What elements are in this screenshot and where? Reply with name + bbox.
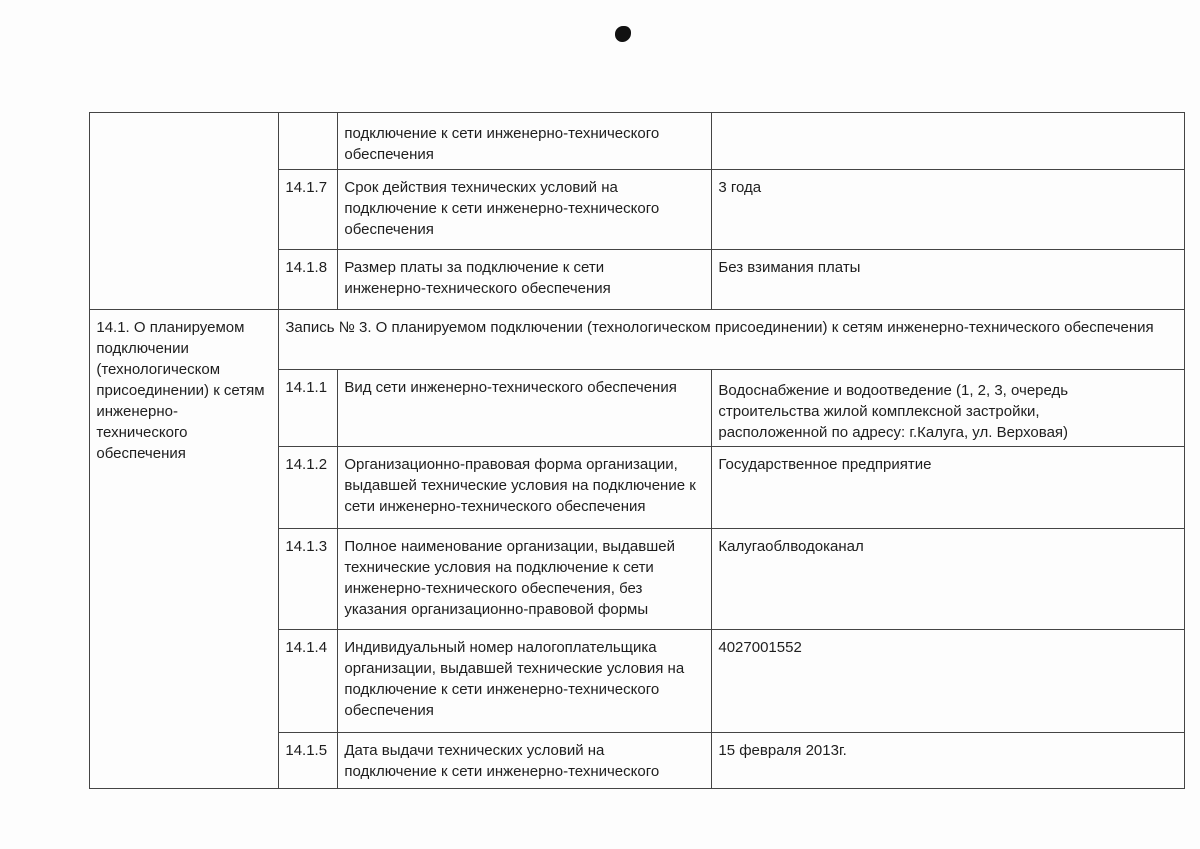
row-number [278, 112, 338, 170]
section-b-title: 14.1. О планируемом подключении (технологическом присоединении) к сетям инженерно-технического обеспечения [89, 309, 279, 789]
row-value: Водоснабжение и водоотведение (1, 2, 3, очередь строительства жилой комплексной застройки, расположенной по адресу: г.Калуга, ул. Верховая) [711, 369, 1185, 447]
row-number: 14.1.1 [278, 369, 338, 447]
row-label: Вид сети инженерно-технического обеспечения [337, 369, 712, 447]
row-value: Калугаоблводоканал [711, 528, 1185, 630]
row-number: 14.1.3 [278, 528, 338, 630]
row-label: Индивидуальный номер налогоплательщика организации, выдавшей технические условия на подключение к сети инженерно-технического обеспечения [337, 629, 712, 733]
row-number: 14.1.7 [278, 169, 338, 250]
row-number: 14.1.2 [278, 446, 338, 529]
row-value [711, 112, 1185, 170]
row-value: 4027001552 [711, 629, 1185, 733]
row-label: Дата выдачи технических условий на подключение к сети инженерно-технического [337, 732, 712, 789]
row-label: Организационно-правовая форма организации, выдавшей технические условия на подключение к сети инженерно-технического обеспечения [337, 446, 712, 529]
record-header: Запись № 3. О планируемом подключении (технологическом присоединении) к сетям инженерно-технического обеспечения [278, 309, 1185, 370]
row-value: Без взимания платы [711, 249, 1185, 310]
row-number: 14.1.5 [278, 732, 338, 789]
row-label: Полное наименование организации, выдавшей технические условия на подключение к сети инженерно-технического обеспечения, без указания организационно-правовой формы [337, 528, 712, 630]
row-value: 15 февраля 2013г. [711, 732, 1185, 789]
row-label: Размер платы за подключение к сети инженерно-технического обеспечения [337, 249, 712, 310]
row-number: 14.1.8 [278, 249, 338, 310]
row-number: 14.1.4 [278, 629, 338, 733]
row-label: подключение к сети инженерно-технического обеспечения [337, 112, 712, 170]
section-a-title-cell [89, 112, 279, 310]
row-value: Государственное предприятие [711, 446, 1185, 529]
row-value: 3 года [711, 169, 1185, 250]
row-label: Срок действия технических условий на подключение к сети инженерно-технического обеспечения [337, 169, 712, 250]
scan-blot [615, 26, 631, 42]
